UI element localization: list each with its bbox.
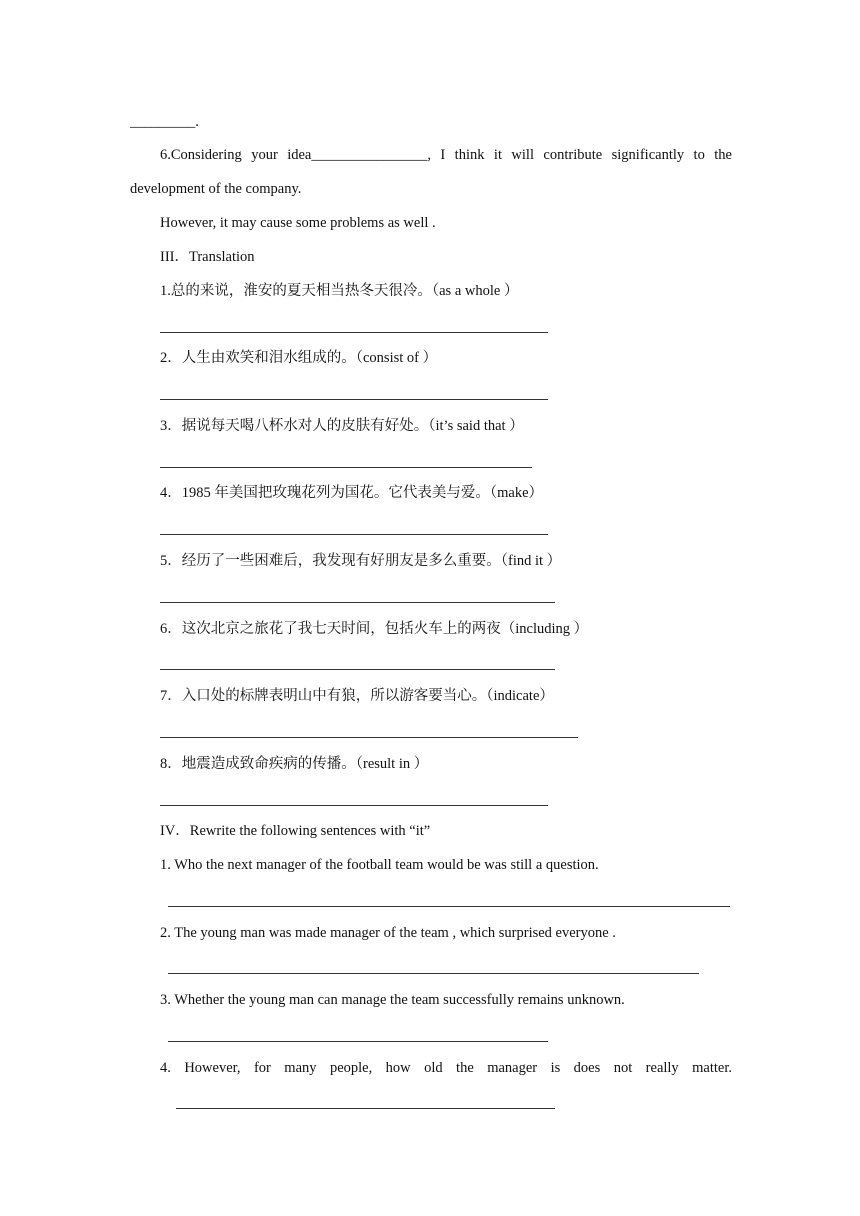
question-6-line-2: development of the company. [130,181,302,197]
answer-line[interactable] [160,602,555,603]
section-3-heading: III．Translation [160,249,255,265]
rewrite-item-4: 4. However, for many people, how old the manager is does not really matter. [160,1060,732,1076]
top-blank-answer: _________. [130,114,199,130]
answer-line[interactable] [168,1041,548,1042]
answer-line[interactable] [160,534,548,535]
answer-line[interactable] [160,737,578,738]
translation-item-4: 4．1985 年美国把玫瑰花列为国花。它代表美与爱。（make） [160,485,544,501]
translation-item-2: 2．人生由欢笑和泪水组成的。（consist of ） [160,350,438,366]
translation-item-7: 7．入口处的标牌表明山中有狼，所以游客要当心。（indicate） [160,688,554,704]
question-6-line-1: 6.Considering your idea________________, I think it will contribute significantly to the [160,147,732,163]
answer-line[interactable] [160,332,548,333]
translation-item-3: 3．据说每天喝八杯水对人的皮肤有好处。（it’s said that ） [160,418,524,434]
rewrite-item-2: 2. The young man was made manager of the team , which surprised everyone . [160,925,616,941]
answer-line[interactable] [168,973,699,974]
answer-line[interactable] [160,399,548,400]
answer-line[interactable] [176,1108,555,1109]
answer-line[interactable] [168,906,730,907]
translation-item-8: 8．地震造成致命疾病的传播。（result in ） [160,756,429,772]
translation-item-6: 6．这次北京之旅花了我七天时间，包括火车上的两夜（including ） [160,621,589,637]
section-4-heading: IV．Rewrite the following sentences with “it” [160,823,431,839]
translation-item-5: 5．经历了一些困难后，我发现有好朋友是多么重要。（find it ） [160,553,562,569]
question-6-line-3: However, it may cause some problems as well . [160,215,436,231]
translation-item-1: 1.总的来说，淮安的夏天相当热冬天很冷。（as a whole ） [160,283,519,299]
answer-line[interactable] [160,467,532,468]
rewrite-item-3: 3. Whether the young man can manage the team successfully remains unknown. [160,992,625,1008]
answer-line[interactable] [160,669,555,670]
answer-line[interactable] [160,805,548,806]
rewrite-item-1: 1. Who the next manager of the football team would be was still a question. [160,857,599,873]
